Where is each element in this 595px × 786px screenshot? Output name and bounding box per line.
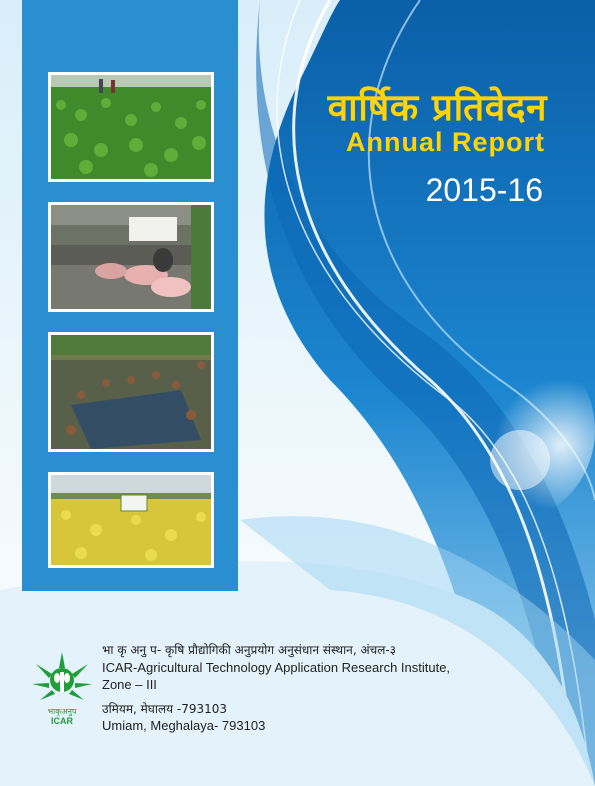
address-hindi: उमियम, मेघालय -793103 [102, 702, 228, 716]
institute-name-english-1: ICAR-Agricultural Technology Application Research Institute, [102, 660, 451, 675]
institute-name-hindi: भा कृ अनु प- कृषि प्रौद्योगिकी अनुप्रयोग अनुसंधान संस्थान, अंचल-३ [102, 643, 396, 657]
address-english: Umiam, Meghalaya- 793103 [102, 718, 266, 733]
photo-pig-sty [48, 202, 214, 312]
photo-crop-field [48, 72, 214, 182]
icar-logo [30, 650, 94, 726]
title-hindi: वार्षिक प्रतिवेदन [327, 86, 547, 129]
logo-text-hindi: भाकृअनुप [47, 707, 77, 716]
report-year: 2015-16 [425, 172, 543, 208]
photo-mustard-field [48, 472, 214, 568]
institute-name-english-2: Zone – III [102, 677, 157, 692]
title-english: Annual Report [346, 127, 545, 157]
photo-fish-pond [48, 332, 214, 452]
logo-text-english: ICAR [51, 716, 73, 726]
